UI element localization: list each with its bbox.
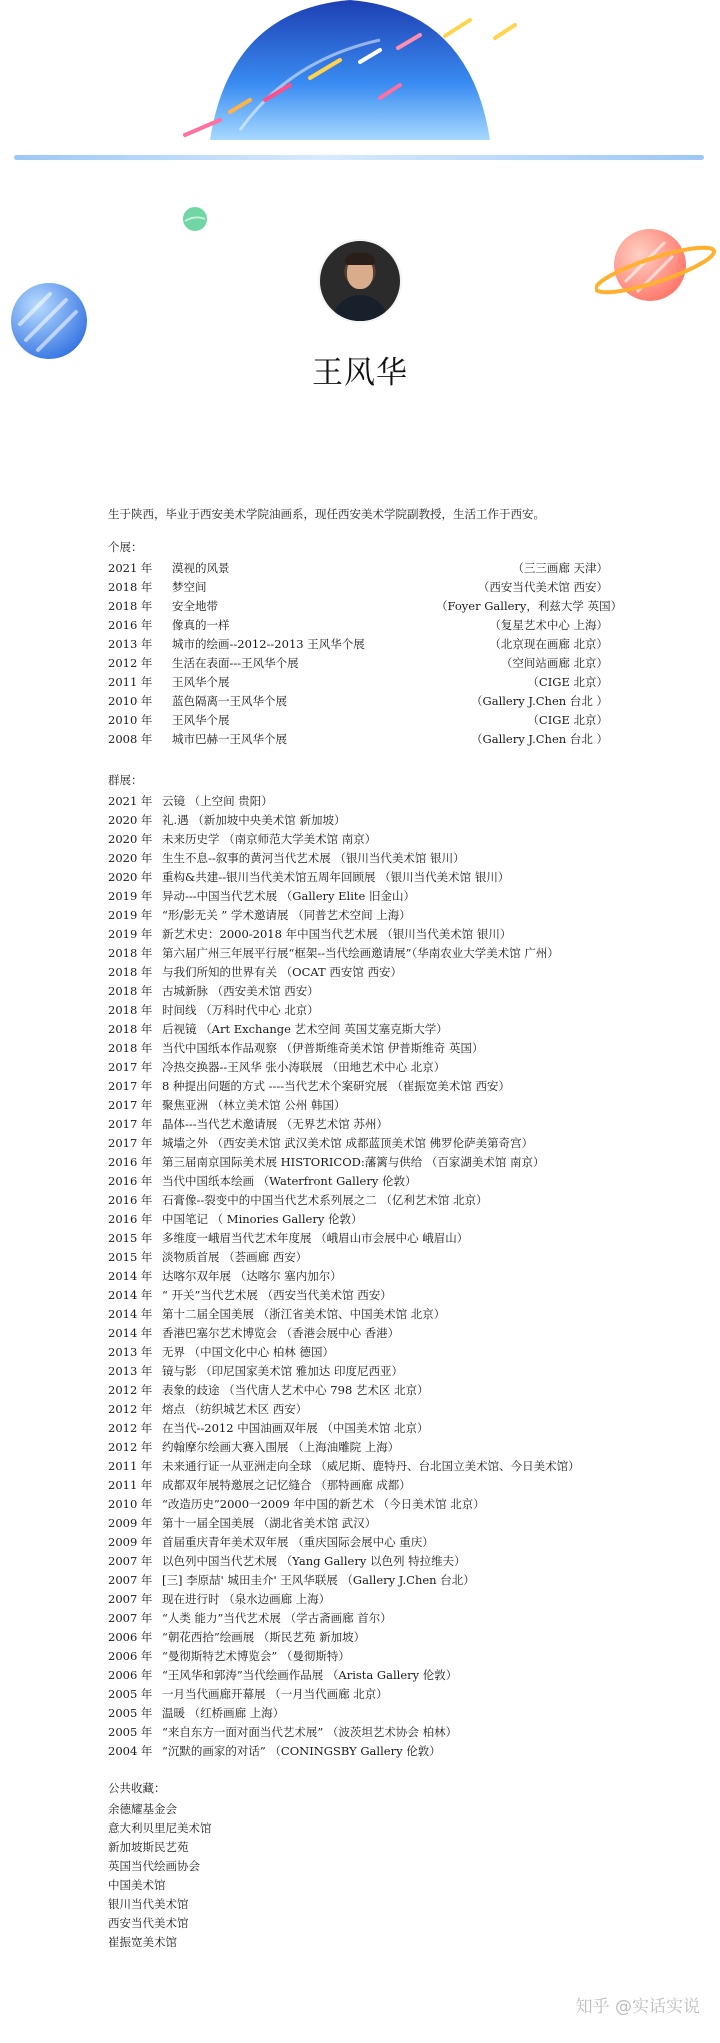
group-exhibition-row bbox=[108, 1191, 628, 1210]
collection-item: 意大利贝里尼美术馆 bbox=[108, 1821, 212, 1835]
group-exhibition-row bbox=[108, 1286, 628, 1305]
solo-exhibition-row bbox=[108, 711, 628, 730]
exhibition-year: 2018 年 bbox=[108, 965, 153, 979]
exhibition-entry: 第六届广州三年展平行展“框架--当代绘画邀请展”（华南农业大学美术馆 广州） bbox=[162, 946, 559, 960]
group-exhibition-row bbox=[108, 1248, 628, 1267]
group-exhibition-row bbox=[108, 1590, 628, 1609]
exhibition-year: 2020 年 bbox=[108, 832, 153, 846]
exhibition-entry: 时间线 （万科时代中心 北京） bbox=[162, 1003, 319, 1017]
exhibition-year: 2012 年 bbox=[108, 1402, 153, 1416]
exhibition-entry: 古城新脉 （西安美术馆 西安） bbox=[162, 984, 319, 998]
exhibition-year: 2012 年 bbox=[108, 1440, 153, 1454]
exhibition-venue: （Gallery J.Chen 台北 ） bbox=[471, 694, 608, 708]
group-exhibition-row bbox=[108, 1381, 628, 1400]
exhibition-title: 王风华个展 bbox=[172, 713, 230, 727]
group-exhibition-row bbox=[108, 1742, 628, 1761]
group-exhibition-row bbox=[108, 1229, 628, 1248]
exhibition-title: 像真的一样 bbox=[172, 618, 230, 632]
exhibition-entry: 以色列中国当代艺术展 （Yang Gallery 以色列 特拉维夫） bbox=[162, 1554, 466, 1568]
exhibition-year: 2014 年 bbox=[108, 1288, 153, 1302]
group-exhibition-row bbox=[108, 1134, 628, 1153]
exhibition-year: 2010 年 bbox=[108, 1497, 153, 1511]
exhibition-entry: “王风华和郭涛”当代绘画作品展 （Arista Gallery 伦敦） bbox=[162, 1668, 458, 1682]
exhibition-entry: 与我们所知的世界有关 （OCAT 西安馆 西安） bbox=[162, 965, 403, 979]
group-exhibition-row bbox=[108, 1419, 628, 1438]
exhibition-entry: 约翰摩尔绘画大赛入围展 （上海油雕院 上海） bbox=[162, 1440, 400, 1454]
avatar bbox=[318, 239, 402, 323]
exhibition-entry: 晶体---当代艺术邀请展 （无界艺术馆 苏州） bbox=[162, 1117, 388, 1131]
exhibition-year: 2015 年 bbox=[108, 1231, 153, 1245]
watermark: 知乎 @实话实说 bbox=[575, 1997, 700, 2017]
group-exhibition-row bbox=[108, 982, 628, 1001]
group-exhibition-row bbox=[108, 1324, 628, 1343]
exhibition-entry: “沉默的画家的对话” （CONINGSBY Gallery 伦敦） bbox=[162, 1744, 441, 1758]
green-planet-decoration bbox=[182, 206, 208, 232]
group-exhibition-row bbox=[108, 868, 628, 887]
group-exhibition-row bbox=[108, 1685, 628, 1704]
exhibition-venue: （北京现在画廊 北京） bbox=[489, 637, 608, 651]
exhibition-venue: （复星艺术中心 上海） bbox=[489, 618, 608, 632]
exhibition-year: 2013 年 bbox=[108, 1364, 153, 1378]
group-exhibition-row bbox=[108, 1267, 628, 1286]
exhibition-year: 2019 年 bbox=[108, 927, 153, 941]
group-section-title: 群展： bbox=[108, 773, 143, 787]
divider-line bbox=[14, 155, 704, 160]
group-exhibition-row bbox=[108, 1647, 628, 1666]
group-exhibition-row bbox=[108, 1210, 628, 1229]
exhibition-entry: 聚焦亚洲 （林立美术馆 公州 韩国） bbox=[162, 1098, 346, 1112]
exhibition-title: 梦空间 bbox=[172, 580, 207, 594]
group-exhibition-row bbox=[108, 792, 628, 811]
group-exhibition-row bbox=[108, 887, 628, 906]
group-exhibition-row bbox=[108, 1552, 628, 1571]
group-exhibition-row bbox=[108, 925, 628, 944]
exhibition-year: 2007 年 bbox=[108, 1573, 153, 1587]
exhibition-entry: 城墙之外 （西安美术馆 武汉美术馆 成都蓝顶美术馆 佛罗伦萨美第奇宫） bbox=[162, 1136, 534, 1150]
exhibition-year: 2017 年 bbox=[108, 1060, 153, 1074]
exhibition-year: 2009 年 bbox=[108, 1535, 153, 1549]
exhibition-entry: 生生不息--叙事的黄河当代艺术展 （银川当代美术馆 银川） bbox=[162, 851, 465, 865]
exhibition-year: 2019 年 bbox=[108, 889, 153, 903]
exhibition-entry: 香港巴塞尔艺术博览会 （香港会展中心 香港） bbox=[162, 1326, 400, 1340]
exhibition-year: 2016 年 bbox=[108, 1155, 153, 1169]
group-exhibition-row bbox=[108, 1495, 628, 1514]
group-exhibition-row bbox=[108, 1305, 628, 1324]
exhibition-venue: （Foyer Gallery，利兹大学 英国） bbox=[436, 599, 623, 613]
exhibition-year: 2018 年 bbox=[108, 580, 153, 594]
exhibition-year: 2005 年 bbox=[108, 1725, 153, 1739]
exhibition-year: 2014 年 bbox=[108, 1269, 153, 1283]
exhibition-entry: “曼彻斯特艺术博览会” （曼彻斯特） bbox=[162, 1649, 350, 1663]
exhibition-year: 2007 年 bbox=[108, 1592, 153, 1606]
exhibition-entry: 达喀尔双年展 （达喀尔 塞内加尔） bbox=[162, 1269, 342, 1283]
exhibition-year: 2011 年 bbox=[108, 675, 153, 689]
exhibition-year: 2005 年 bbox=[108, 1706, 153, 1720]
exhibition-year: 2011 年 bbox=[108, 1478, 153, 1492]
exhibition-year: 2018 年 bbox=[108, 984, 153, 998]
exhibition-entry: 镜与影 （印尼国家美术馆 雅加达 印度尼西亚） bbox=[162, 1364, 403, 1378]
collection-list bbox=[108, 1800, 628, 1952]
exhibition-entry: “形/影无关 ” 学术邀请展 （同普艺术空间 上海） bbox=[162, 908, 411, 922]
exhibition-venue: （CIGE 北京） bbox=[527, 675, 608, 689]
group-exhibition-row bbox=[108, 1096, 628, 1115]
exhibition-title: 城市巴赫一王风华个展 bbox=[172, 732, 287, 746]
exhibition-title: 城市的绘画--2012--2013 王风华个展 bbox=[172, 637, 365, 651]
solo-exhibition-row bbox=[108, 730, 628, 749]
exhibition-entry: 成都双年展特邀展之记忆缝合 （那特画廊 成都） bbox=[162, 1478, 411, 1492]
exhibition-year: 2018 年 bbox=[108, 946, 153, 960]
exhibition-entry: 现在进行时 （泉水边画廊 上海） bbox=[162, 1592, 331, 1606]
group-exhibition-row bbox=[108, 944, 628, 963]
artist-name: 王风华 bbox=[312, 355, 408, 391]
exhibition-year: 2018 年 bbox=[108, 1003, 153, 1017]
group-exhibition-row bbox=[108, 1609, 628, 1628]
exhibition-year: 2020 年 bbox=[108, 870, 153, 884]
solo-exhibition-list bbox=[108, 559, 628, 749]
exhibition-year: 2021 年 bbox=[108, 794, 153, 808]
exhibition-year: 2015 年 bbox=[108, 1250, 153, 1264]
solo-exhibition-row bbox=[108, 673, 628, 692]
group-exhibition-row bbox=[108, 1666, 628, 1685]
exhibition-entry: 熔点 （纺织城艺术区 西安） bbox=[162, 1402, 308, 1416]
exhibition-entry: 新艺术史：2000-2018 年中国当代艺术展 （银川当代美术馆 银川） bbox=[162, 927, 512, 941]
exhibition-year: 2018 年 bbox=[108, 599, 153, 613]
solo-exhibition-row bbox=[108, 578, 628, 597]
exhibition-year: 2016 年 bbox=[108, 1174, 153, 1188]
group-exhibition-row bbox=[108, 1628, 628, 1647]
group-exhibition-row bbox=[108, 1533, 628, 1552]
collection-item: 英国当代绘画协会 bbox=[108, 1859, 200, 1873]
exhibition-title: 漠视的风景 bbox=[172, 561, 230, 575]
exhibition-entry: 第三届南京国际美术展 HISTORICOD:藩篱与供给 （百家湖美术馆 南京） bbox=[162, 1155, 545, 1169]
collection-item: 余德耀基金会 bbox=[108, 1802, 177, 1816]
collections-section-title: 公共收藏： bbox=[108, 1781, 166, 1795]
exhibition-year: 2016 年 bbox=[108, 618, 153, 632]
exhibition-entry: 第十二届全国美展 （浙江省美术馆、中国美术馆 北京） bbox=[162, 1307, 446, 1321]
group-exhibition-row bbox=[108, 1723, 628, 1742]
collection-item: 西安当代美术馆 bbox=[108, 1916, 189, 1930]
exhibition-year: 2014 年 bbox=[108, 1307, 153, 1321]
group-exhibition-row bbox=[108, 1571, 628, 1590]
collection-item: 新加坡斯民艺苑 bbox=[108, 1840, 189, 1854]
group-exhibition-row bbox=[108, 1058, 628, 1077]
exhibition-title: 安全地带 bbox=[172, 599, 218, 613]
planet-dome-decoration bbox=[170, 0, 540, 148]
exhibition-year: 2018 年 bbox=[108, 1041, 153, 1055]
exhibition-entry: 无界 （中国文化中心 柏林 德国） bbox=[162, 1345, 334, 1359]
exhibition-year: 2012 年 bbox=[108, 1421, 153, 1435]
solo-exhibition-row bbox=[108, 559, 628, 578]
exhibition-entry: 首届重庆青年美术双年展 （重庆国际会展中心 重庆） bbox=[162, 1535, 434, 1549]
exhibition-entry: 未来历史学 （南京师范大学美术馆 南京） bbox=[162, 832, 377, 846]
group-exhibition-row bbox=[108, 1704, 628, 1723]
exhibition-year: 2012 年 bbox=[108, 656, 153, 670]
exhibition-entry: 第十一届全国美展 （湖北省美术馆 武汉） bbox=[162, 1516, 377, 1530]
group-exhibition-row bbox=[108, 1039, 628, 1058]
exhibition-entry: 多维度一峨眉当代艺术年度展 （峨眉山市会展中心 峨眉山） bbox=[162, 1231, 469, 1245]
exhibition-year: 2009 年 bbox=[108, 1516, 153, 1530]
exhibition-venue: （空间站画廊 北京） bbox=[500, 656, 608, 670]
solo-section-title: 个展： bbox=[108, 540, 143, 554]
exhibition-year: 2020 年 bbox=[108, 851, 153, 865]
collection-item: 中国美术馆 bbox=[108, 1878, 166, 1892]
exhibition-year: 2010 年 bbox=[108, 694, 153, 708]
solo-exhibition-row bbox=[108, 635, 628, 654]
exhibition-year: 2013 年 bbox=[108, 637, 153, 651]
group-exhibition-row bbox=[108, 1457, 628, 1476]
exhibition-year: 2004 年 bbox=[108, 1744, 153, 1758]
exhibition-title: 生活在表面---王风华个展 bbox=[172, 656, 299, 670]
group-exhibition-row bbox=[108, 1077, 628, 1096]
solo-exhibition-row bbox=[108, 692, 628, 711]
exhibition-venue: （CIGE 北京） bbox=[527, 713, 608, 727]
exhibition-year: 2008 年 bbox=[108, 732, 153, 746]
group-exhibition-row bbox=[108, 1343, 628, 1362]
exhibition-entry: 当代中国纸本作品观察 （伊普斯维奇美术馆 伊普斯维奇 英国） bbox=[162, 1041, 484, 1055]
group-exhibition-row bbox=[108, 963, 628, 982]
group-exhibition-row bbox=[108, 1400, 628, 1419]
exhibition-year: 2021 年 bbox=[108, 561, 153, 575]
group-exhibition-row bbox=[108, 849, 628, 868]
exhibition-year: 2017 年 bbox=[108, 1117, 153, 1131]
exhibition-entry: 中国笔记 （ Minories Gallery 伦敦） bbox=[162, 1212, 363, 1226]
exhibition-title: 蓝色隔离一王风华个展 bbox=[172, 694, 287, 708]
collection-item: 崔振宽美术馆 bbox=[108, 1935, 177, 1949]
exhibition-venue: （西安当代美术馆 西安） bbox=[477, 580, 608, 594]
group-exhibition-row bbox=[108, 1001, 628, 1020]
exhibition-entry: 一月当代画廊开幕展 （一月当代画廊 北京） bbox=[162, 1687, 388, 1701]
exhibition-entry: “朝花西拾”绘画展 （斯民艺苑 新加坡） bbox=[162, 1630, 366, 1644]
exhibition-entry: 礼.遇 （新加坡中央美术馆 新加坡） bbox=[162, 813, 346, 827]
exhibition-entry: 重构&共建--银川当代美术馆五周年回顾展 （银川当代美术馆 银川） bbox=[162, 870, 510, 884]
group-exhibition-row bbox=[108, 1362, 628, 1381]
exhibition-year: 2006 年 bbox=[108, 1649, 153, 1663]
exhibition-entry: 石膏像--裂变中的中国当代艺术系列展之二 （亿利艺术馆 北京） bbox=[162, 1193, 488, 1207]
exhibition-year: 2010 年 bbox=[108, 713, 153, 727]
solo-exhibition-row bbox=[108, 654, 628, 673]
exhibition-entry: 8 种提出问题的方式 ----当代艺术个案研究展 （崔振宽美术馆 西安） bbox=[162, 1079, 510, 1093]
exhibition-year: 2017 年 bbox=[108, 1136, 153, 1150]
solo-exhibition-row bbox=[108, 597, 628, 616]
exhibition-year: 2018 年 bbox=[108, 1022, 153, 1036]
exhibition-title: 王风华个展 bbox=[172, 675, 230, 689]
group-exhibition-row bbox=[108, 1153, 628, 1172]
solo-exhibition-row bbox=[108, 616, 628, 635]
exhibition-year: 2012 年 bbox=[108, 1383, 153, 1397]
exhibition-entry: 未来通行证一从亚洲走向全球 （威尼斯、鹿特丹、台北国立美术馆、今日美术馆） bbox=[162, 1459, 580, 1473]
exhibition-entry: 云镜 （上空间 贵阳） bbox=[162, 794, 273, 808]
exhibition-entry: 温暖 （红桥画廊 上海） bbox=[162, 1706, 285, 1720]
exhibition-year: 2017 年 bbox=[108, 1079, 153, 1093]
exhibition-entry: [三] 李原喆' 城田圭介' 王风华联展 （Gallery J.Chen 台北） bbox=[162, 1573, 475, 1587]
group-exhibition-row bbox=[108, 1438, 628, 1457]
biography-content bbox=[108, 505, 628, 1952]
exhibition-entry: 表象的歧途 （当代唐人艺术中心 798 艺术区 北京） bbox=[162, 1383, 429, 1397]
exhibition-venue: （Gallery J.Chen 台北 ） bbox=[471, 732, 608, 746]
exhibition-year: 2006 年 bbox=[108, 1630, 153, 1644]
exhibition-year: 2011 年 bbox=[108, 1459, 153, 1473]
exhibition-entry: 在当代--2012 中国油画双年展 （中国美术馆 北京） bbox=[162, 1421, 429, 1435]
exhibition-year: 2007 年 bbox=[108, 1611, 153, 1625]
collection-item: 银川当代美术馆 bbox=[108, 1897, 189, 1911]
exhibition-entry: “人类 能力”当代艺术展 （学古斋画廊 首尔） bbox=[162, 1611, 392, 1625]
exhibition-year: 2020 年 bbox=[108, 813, 153, 827]
exhibition-entry: “来自东方一面对面当代艺术展” （波茨坦艺术协会 柏林） bbox=[162, 1725, 458, 1739]
group-exhibition-row bbox=[108, 830, 628, 849]
group-exhibition-row bbox=[108, 811, 628, 830]
exhibition-entry: 冷热交换器--王风华 张小涛联展 （田地艺术中心 北京） bbox=[162, 1060, 446, 1074]
group-exhibition-row bbox=[108, 1476, 628, 1495]
exhibition-year: 2016 年 bbox=[108, 1212, 153, 1226]
group-exhibition-row bbox=[108, 1020, 628, 1039]
bio-text: 生于陕西，毕业于西安美术学院油画系，现任西安美术学院副教授，生活工作于西安。 bbox=[108, 507, 545, 521]
group-exhibition-list bbox=[108, 792, 628, 1761]
exhibition-entry: 异动---中国当代艺术展 （Gallery Elite 旧金山） bbox=[162, 889, 415, 903]
group-exhibition-row bbox=[108, 906, 628, 925]
exhibition-year: 2006 年 bbox=[108, 1668, 153, 1682]
exhibition-year: 2005 年 bbox=[108, 1687, 153, 1701]
exhibition-year: 2019 年 bbox=[108, 908, 153, 922]
exhibition-year: 2013 年 bbox=[108, 1345, 153, 1359]
exhibition-entry: “改造历史”2000一2009 年中国的新艺术 （今日美术馆 北京） bbox=[162, 1497, 485, 1511]
exhibition-entry: 后视镜 （Art Exchange 艺术空间 英国艾塞克斯大学） bbox=[162, 1022, 448, 1036]
exhibition-venue: （三三画廊 天津） bbox=[512, 561, 608, 575]
exhibition-entry: 当代中国纸本绘画 （Waterfront Gallery 伦敦） bbox=[162, 1174, 417, 1188]
exhibition-year: 2007 年 bbox=[108, 1554, 153, 1568]
exhibition-year: 2017 年 bbox=[108, 1098, 153, 1112]
group-exhibition-row bbox=[108, 1115, 628, 1134]
exhibition-year: 2016 年 bbox=[108, 1193, 153, 1207]
exhibition-entry: “ 开关”当代艺术展 （西安当代美术馆 西安） bbox=[162, 1288, 392, 1302]
exhibition-year: 2014 年 bbox=[108, 1326, 153, 1340]
group-exhibition-row bbox=[108, 1514, 628, 1533]
exhibition-entry: 淡物质首展 （荟画廊 西安） bbox=[162, 1250, 308, 1264]
group-exhibition-row bbox=[108, 1172, 628, 1191]
ringed-planet-decoration bbox=[595, 220, 720, 315]
